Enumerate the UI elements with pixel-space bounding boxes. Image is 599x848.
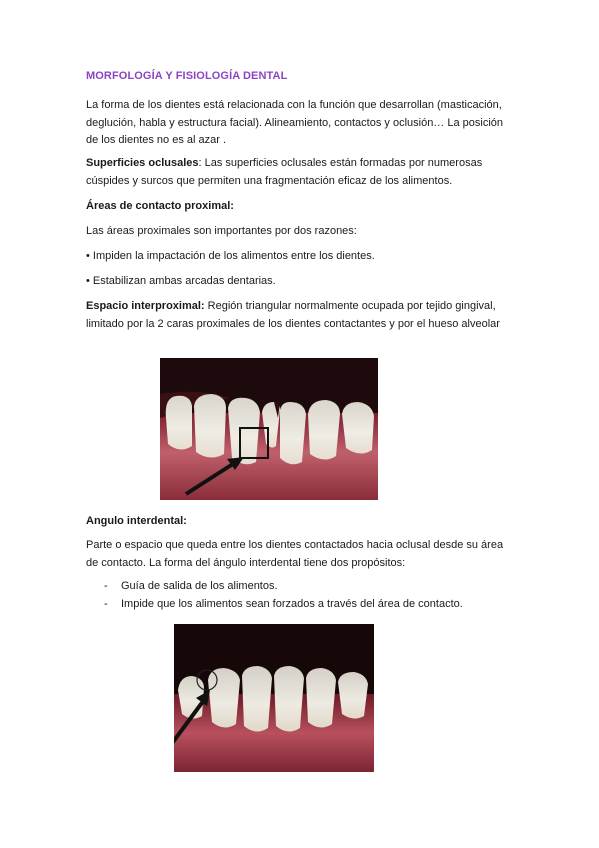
interproximal-text: Región triangular normalmente ocupada por tejido gingival, limitado por la 2 caras proximales de los dientes contactantes y por el hueso alveolar xyxy=(86,300,500,330)
proximal-bullet-1: • Impiden la impactación de los alimentos entre los dientes. xyxy=(86,250,375,262)
interdental-heading: Angulo interdental: xyxy=(86,515,187,527)
interdental-heading-line xyxy=(86,513,506,531)
proximal-heading-colon: : xyxy=(230,200,234,212)
proximal-intro: Las áreas proximales son importantes por dos razones: xyxy=(86,225,357,237)
oclusales-paragraph xyxy=(86,155,511,190)
interdental-list xyxy=(104,578,514,613)
oclusales-heading: Superficies oclusales xyxy=(86,157,199,169)
interproximal-photo xyxy=(160,358,378,500)
interdental-paragraph: Parte o espacio que queda entre los dientes contactados hacia oclusal desde su área de contacto. La forma del ángulo interdental tiene dos propósitos: xyxy=(86,539,504,569)
proximal-heading-line xyxy=(86,198,506,216)
oclusales-text: : Las superficies oclusales están formadas por numerosas cúspides y surcos que permiten una fragmentación eficaz de los alimentos. xyxy=(86,157,483,187)
page-title: MORFOLOGÍA Y FISIOLOGÍA DENTAL xyxy=(86,70,288,82)
proximal-bullet-2: • Estabilizan ambas arcadas dentarias. xyxy=(86,275,276,287)
interdental-photo xyxy=(174,624,374,772)
list-item: - Guía de salida de los alimentos. xyxy=(104,578,514,596)
list-item: - Impide que los alimentos sean forzados a través del área de contacto. xyxy=(104,596,514,614)
interproximal-heading: Espacio interproximal: xyxy=(86,300,205,312)
proximal-heading: Áreas de contacto proximal xyxy=(86,200,231,212)
intro-paragraph: La forma de los dientes está relacionada con la función que desarrollan (masticación, deglución, habla y estructura facial). Alineamiento, contactos y oclusión… La posición de los dientes no es al azar . xyxy=(86,99,504,146)
interproximal-paragraph xyxy=(86,298,501,333)
